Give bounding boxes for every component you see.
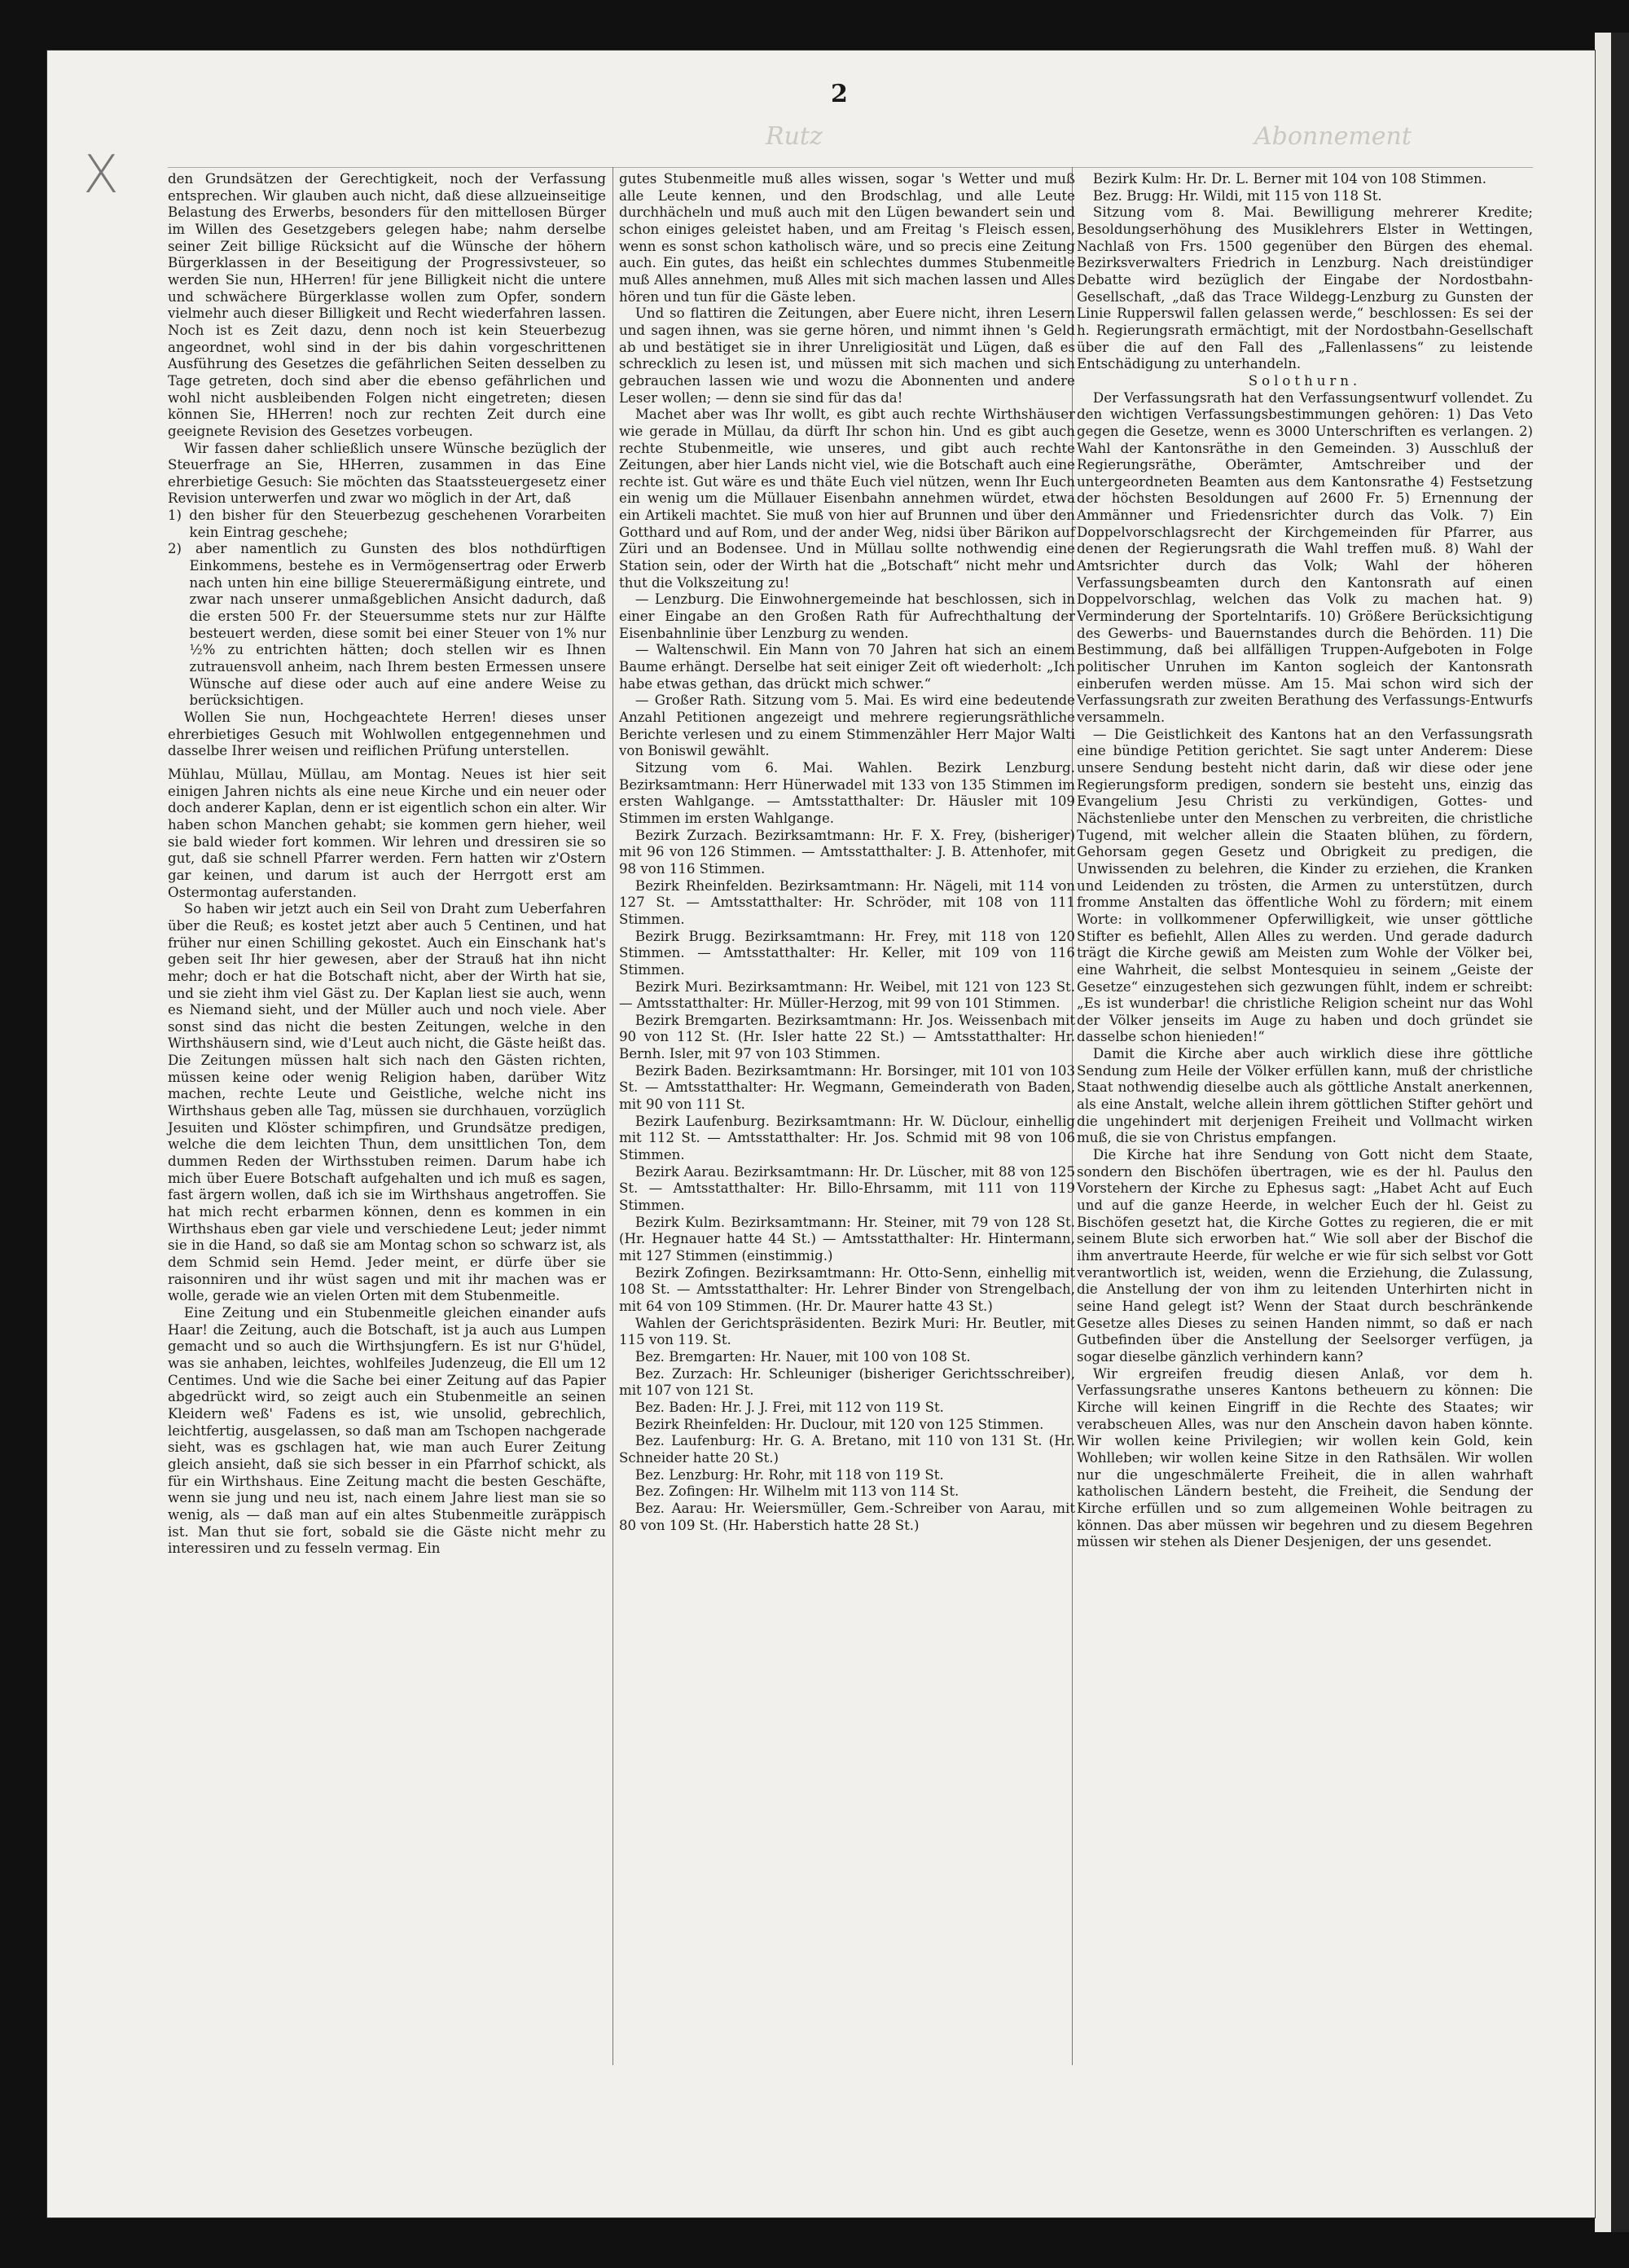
paragraph: Und so flattiren die Zeitungen, aber Euere nicht, ihren Lesern und sagen ihnen, was sie gerne hören, und nimmt ihnen 's Geld ab und bestätiget sie in ihrer Unreligiosität und Lügen, daß es schrecklich zu lesen ist, und müssen mit sich machen und sich gebrauchen lassen wie und wozu die Abonnenten und andere Leser wollen; — denn sie sind für das da! <box>619 305 1075 406</box>
election-result: Bezirk Kulm: Hr. Dr. L. Berner mit 104 von 108 Stimmen. <box>1092 171 1486 187</box>
election-result: Bez. Zofingen: Hr. Wilhelm mit 113 von 114 St. <box>634 1483 959 1500</box>
news-item: — Großer Rath. Sitzung vom 5. Mai. Es wird eine bedeutende Anzahl Petitionen angezeigt und mehrere regierungsräthliche Berichte verlesen und zu einem Stimmenzähler Herr Major Walti von Boniswil gewählt. <box>619 692 1075 759</box>
election-result: Bez. Aarau: Hr. Weiersmüller, Gem.-Schreiber von Aarau, mit 80 von 109 St. (Hr. Haberstich hatte 28 St.) <box>619 1500 1075 1533</box>
section-heading: Solothurn. <box>1248 372 1362 389</box>
election-result: Bez. Laufenburg: Hr. G. A. Bretano, mit 110 von 131 St. (Hr. Schneider hatte 20 St.) <box>619 1433 1075 1466</box>
paper-edge <box>1595 33 1611 2232</box>
paragraph: Wollen Sie nun, Hochgeachtete Herren! dieses unser ehrerbietiges Gesuch mit Wohlwollen entgegennehmen und dasselbe Ihrer weisen und reiflichen Prüfung unterstellen. <box>168 710 606 759</box>
election-result: Bez. Lenzburg: Hr. Rohr, mit 118 von 119 St. <box>634 1466 944 1483</box>
paragraph: Machet aber was Ihr wollt, es gibt auch rechte Wirthshäuser wie gerade in Müllau, da dürft Ihr schon hin. Und es gibt auch rechte Stubenmeitle, wie unseres, und gibt auch rechte Zeitungen, aber hier Lands nicht viel, wie die Botschaft auch eine rechte ist. Gut wäre es und thäte Euch viel nützen, wenn Ihr Euch ein wenig um die Müllauer Eisenbahn annehmen würdet, etwa ein Artikeli machtet. Sie muß von hier auf Brunnen und über den Gotthard und auf Rom, und der ander Weg, nidsi über Bärikon auf Züri und an Bodensee. Und in Müllau sollte nothwendig eine Station sein, oder der Wirth hat die „Botschaft“ nicht mehr und thut die Volkszeitung zu! <box>619 407 1075 591</box>
paragraph: Damit die Kirche aber auch wirklich diese ihre göttliche Sendung zum Heile der Völker erfüllen kann, muß der christliche Staat nothwendig dieselbe auch als göttliche Anstalt anerkennen, als eine Anstalt, welche allein ihrem göttlichen Stifter gehört und die ungehindert mit derjenigen Freiheit und Vollmacht wirken muß, die sie von Christus empfangen. <box>1077 1046 1533 1146</box>
election-result: Bezirk Rheinfelden: Hr. Duclour, mit 120 von 125 Stimmen. <box>634 1416 1044 1432</box>
election-result: Bezirk Brugg. Bezirksamtmann: Hr. Frey, mit 118 von 120 Stimmen. — Amtsstatthalter: Hr. Keller, mit 109 von 116 Stimmen. <box>619 928 1075 978</box>
paragraph: Der Verfassungsrath hat den Verfassungsentwurf vollendet. Zu den wichtigen Verfassungsbestimmungen gehören: 1) Das Veto gegen die Gesetze, wenn es 3000 Unterschriften es verlangen. 2) Wahl der Kantonsräthe in den Gemeinden. 3) Ausschluß der Regierungsräthe, Oberämter, Amtschreiber und der untergeordneten Beamten aus dem Kantonsrathe 4) Festsetzung der höchsten Besoldungen auf 2600 Fr. 5) Ernennung der Ammänner und Friedensrichter durch das Volk. 7) Ein Doppelvorschlagsrecht der Kirchgemeinden für Pfarrer, aus denen der Regierungsrath die Wahl treffen muß. 8) Wahl der Amtsrichter durch das Volk; Wahl der höheren Verfassungsbeamten durch den Kantonsrath auf einen Doppelvorschlag, welchen das Volk zu machen hat. 9) Verminderung der Sportelntarifs. 10) Größere Berücksichtigung des Gewerbs- und Bauernstandes durch die Behörden. 11) Die Bestimmung, daß bei allfälligen Truppen-Aufgeboten in Folge politischer Unruhen im Kanton sogleich der Kantonsrath einberufen werden müsse. Am 15. Mai schon wird sich der Verfassungsrath zur zweiten Berathung des Verfassungs-Entwurfs versammeln. <box>1077 389 1533 725</box>
paragraph: Wir fassen daher schließlich unsere Wünsche bezüglich der Steuerfrage an Sie, HHerren, zusammen in das Eine ehrerbietige Gesuch: Sie möchten das Staatssteuergesetz einer Revision unterwerfen und zwar wo möglich in der Art, daß <box>168 440 606 507</box>
election-result: Bezirk Rheinfelden. Bezirksamtmann: Hr. Nägeli, mit 114 von 127 St. — Amtsstatthalter: Hr. Schröder, mit 108 von 111 Stimmen. <box>619 877 1075 927</box>
news-item: — Waltenschwil. Ein Mann von 70 Jahren hat sich an einem Baume erhängt. Derselbe hat seit einiger Zeit oft wiederholt: „Ich habe etwas gethan, das drückt mich schwer.“ <box>619 642 1075 692</box>
election-result: Bez. Bremgarten: Hr. Nauer, mit 100 von 108 St. <box>634 1348 971 1365</box>
bleed-through-text: Rutz <box>766 122 823 151</box>
news-item: — Lenzburg. Die Einwohnergemeinde hat beschlossen, sich in einer Eingabe an den Großen Rath für Aufrechthaltung der Eisenbahnlinie über Lenzburg zu wenden. <box>619 591 1075 641</box>
handwritten-mark: X <box>83 145 119 205</box>
election-result: Bez. Zurzach: Hr. Schleuniger (bisheriger Gerichtsschreiber), mit 107 von 121 St. <box>619 1365 1075 1399</box>
election-result: Bez. Baden: Hr. J. J. Frei, mit 112 von 119 St. <box>634 1399 944 1415</box>
paragraph: Eine Zeitung und ein Stubenmeitle gleichen einander aufs Haar! die Zeitung, auch die Botschaft, ist ja auch aus Lumpen gemacht und so auch die Wirthsjungfern. Es ist nur G'hüdel, was sie anhaben, leichtes, wohlfeiles Judenzeug, die Ell um 12 Centimes. Und wie die Sache bei einer Zeitung auf das Papier abgedrückt wird, so zeigt auch ein Stubenmeitle an seinen Kleidern weß' Fadens es ist, wie unsolid, gebrechlich, leichtfertig, ausgelassen, so daß man am Tschopen nachgerade sieht, was es gschlagen hat, wie man auch Eurer Zeitung gleich ansieht, daß sie sich besser in ein Pfarrhof schickt, als für ein Wirthshaus. Eine Zeitung macht die besten Geschäfte, wenn sie jung und neu ist, nach einem Jahre liest man sie so wenig, als — daß man auf ein altes Stubenmeitle zuräppisch ist. Man thut sie fort, sobald sie die Gäste nicht mehr zu interessiren und zu fesseln vermag. Ein <box>168 1304 606 1557</box>
header-rule <box>168 167 1533 168</box>
election-result: Bezirk Zofingen. Bezirksamtmann: Hr. Otto-Senn, einhellig mit 108 St. — Amtsstatthalter: Hr. Lehrer Binder von Strengelbach, mit 64 von 109 Stimmen. (Hr. Dr. Maurer hatte 43 St.) <box>619 1264 1075 1314</box>
paragraph: Die Kirche hat ihre Sendung von Gott nicht dem Staate, sondern den Bischöfen übertragen, wie es der hl. Paulus den Vorstehern der Kirche zu Ephesus sagt: „Habet Acht auf Euch und auf die ganze Heerde, in welcher Euch der hl. Geist zu Bischöfen gesetzt hat, die Kirche Gottes zu regieren, die er mit seinem Blute sich erworben hat.“ Wie soll aber der Bischof die ihm anvertraute Heerde, für welche er wie für sich selbst vor Gott verantwortlich ist, weiden, wenn die Erziehung, die Zulassung, die Anstellung der von ihm zu leitenden Unterhirten nicht in seine Hand gelegt ist? Wenn der Staat durch beschränkende Gesetze alles Dieses zu seinen Handen nimmt, so daß er nach Gutbefinden über die Anstellung der Seelsorger verfügen, ja sogar dieselbe gänzlich verhindern kann? <box>1077 1147 1533 1365</box>
election-result: Wahlen der Gerichtspräsidenten. Bezirk Muri: Hr. Beutler, mit 115 von 119. St. <box>619 1315 1075 1348</box>
scan-border <box>1611 33 1629 2232</box>
text-column-3 <box>1077 171 1533 1551</box>
list-item: 2) aber namentlich zu Gunsten des blos nothdürftigen Einkommens, bestehe es in Vermögensertrag oder Erwerb nach unten hin eine billige Steuerermäßigung eintrete, und zwar nach unserer unmaßgeblichen Ansicht dadurch, daß die ersten 500 Fr. der Steuersumme stets nur zur Hälfte besteuert werden, diese somit bei einer Steuer von 1% nur ½% zu entrichten hätten; doch stellen wir es Ihnen zutrauensvoll anheim, nach Ihrem besten Ermessen unsere Wünsche auf diese oder auch auf eine andere Weise zu berücksichtigen. <box>168 541 606 709</box>
election-result: Bezirk Zurzach. Bezirksamtmann: Hr. F. X. Frey, (bisheriger) mit 96 von 126 Stimmen. — Amtsstatthalter: J. B. Attenhofer, mit 98 von 116 Stimmen. <box>619 827 1075 877</box>
election-result: Bezirk Muri. Bezirksamtmann: Hr. Weibel, mit 121 von 123 St. — Amtsstatthalter: Hr. Müller-Herzog, mit 99 von 101 Stimmen. <box>619 978 1075 1012</box>
paragraph: Wir ergreifen freudig diesen Anlaß, vor dem h. Verfassungsrathe unseres Kantons betheuern zu können: Die Kirche will keinen Eingriff in die Rechte des Staates; wir verabscheuen Alles, was nur den Anschein davon haben könnte. Wir wollen keine Privilegien; wir wollen kein Gold, kein Wohlleben; wir wollen keine Sitze in den Rathsälen. Wir wollen nur die ungeschmälerte Freiheit, die in allen wahrhaft katholischen Ländern besteht, die Freiheit, die Sendung der Kirche erfüllen und so zum allgemeinen Wohle beitragen zu können. Das aber müssen wir begehren und zu diesem Begehren müssen wir stehen als Diener Desjenigen, der uns gesendet. <box>1077 1365 1533 1550</box>
election-result: Bez. Brugg: Hr. Wildi, mit 115 von 118 St. <box>1092 187 1382 204</box>
news-item: Sitzung vom 8. Mai. Bewilligung mehrerer Kredite; Besoldungserhöhung des Musiklehrers Elster in Wettingen, Nachlaß von Frs. 1500 gegenüber den Bürgen des ehemal. Bezirksverwalters Friedrich in Lenzburg. Nach dreistündiger Debatte wird bezüglich der Eingabe der Nordostbahn-Gesellschaft, „daß das Trace Wildegg-Lenzburg zu Gunsten der Linie Rupperswil fallen gelassen werde,“ beschlossen: Es sei der h. Regierungsrath ermächtigt, mit der Nordostbahn-Gesellschaft über die auf den Fall des „Fallenlassens“ zu leistende Entschädigung zu unterhandeln. <box>1077 204 1533 372</box>
text-column-1 <box>168 171 606 1558</box>
paragraph: — Die Geistlichkeit des Kantons hat an den Verfassungsrath eine bündige Petition gerichtet. Sie sagt unter Anderem: Diese unsere Sendung besteht nicht darin, daß wir diese oder jene Regierungsform predigen, sondern sie besteht uns, einzig das Evangelium Jesu Christi zu verkündigen, Gottes- und Nächstenliebe unter den Menschen zu verbreiten, die christliche Tugend, mit welcher allein die Staaten blühen, zu fördern, Gehorsam gegen Gesetz und Obrigkeit zu predigen, die Unwissenden zu belehren, die Kinder zu erziehen, die Kranken und Leidenden zu trösten, die Armen zu unterstützen, durch fromme Anstalten das öffentliche Wohl zu fördern; mit einem Worte: in vollkommener Opferwilligkeit, wie unser göttliche Stifter es befiehlt, Allen Alles zu werden. Und gerade dadurch trägt die Kirche gewiß am Meisten zum Wohle der Völker bei, eine Wahrheit, die selbst Montesquieu in seinem „Geiste der Gesetze“ einzugestehen sich gezwungen fühlt, indem er schreibt: „Es ist wunderbar! die christliche Religion scheint nur das Wohl der Völker jenseits im Auge zu haben und doch gründet sie dasselbe schon hienieden!“ <box>1077 726 1533 1045</box>
paragraph: den Grundsätzen der Gerechtigkeit, noch der Verfassung entsprechen. Wir glauben auch nicht, daß diese allzueinseitige Belastung des Erwerbs, besonders für den mittellosen Bürger im Willen des Gesetzgebers gelegen habe; nahm derselbe seiner Zeit billige Rücksicht auf die Wünsche der höhern Bürgerklassen in der Beseitigung der Progressivsteuer, so werden Sie nun, HHerren! für jene Billigkeit nicht die untere und schwächere Bürgerklasse wollen zum Opfer, sondern vielmehr auch dieser Billigkeit und Recht wiederfahren lassen. Noch ist es Zeit dazu, denn noch ist kein Steuerbezug angeordnet, wohl sind in der bis dahin vorgeschrittenen Ausführung des Gesetzes die gefährlichen Seiten desselben zu Tage getreten, doch sind aber die ebenso gefährlichen und wohl nicht ausbleibenden Folgen nicht eingetreten; diesen können Sie, HHerren! noch zur rechten Zeit durch eine geeignete Revision des Gesetzes vorbeugen. <box>168 171 606 439</box>
page-number: 2 <box>831 80 848 108</box>
election-result: Bezirk Laufenburg. Bezirksamtmann: Hr. W. Düclour, einhellig mit 112 St. — Amtsstatthalter: Hr. Jos. Schmid mit 98 von 106 Stimmen. <box>619 1113 1075 1163</box>
text-column-2 <box>619 171 1075 1534</box>
election-result: Bezirk Aarau. Bezirksamtmann: Hr. Dr. Lüscher, mit 88 von 125 St. — Amtsstatthalter: Hr. Billo-Ehrsamm, mit 111 von 119 Stimmen. <box>619 1163 1075 1214</box>
news-item: Mühlau, Müllau, Müllau, am Montag. Neues ist hier seit einigen Jahren nichts als eine neue Kirche und ein neuer oder doch anderer Kaplan, denn er ist eigentlich schon ein alter. Wir haben schon Manchen gehabt; sie kommen gern hieher, weil sie bald wieder fort kommen. Wir lehren und dressiren sie so gut, daß sie schnell Pfarrer werden. Fern hatten wir z'Ostern gar keinen, und darum ist auch der Herrgott erst am Ostermontag auferstanden. <box>168 766 606 900</box>
election-result: Bezirk Baden. Bezirksamtmann: Hr. Borsinger, mit 101 von 103 St. — Amtsstatthalter: Hr. Wegmann, Gemeinderath von Baden, mit 90 von 111 St. <box>619 1062 1075 1113</box>
paragraph: gutes Stubenmeitle muß alles wissen, sogar 's Wetter und muß alle Leute kennen, und den Brodschlag, und alle Leute durchhächeln und muß auch mit den Lügen bewandert sein und schon einiges geleistet haben, und am Freitag 's Fleisch essen, wenn es sonst schon katholisch wäre, und so precis eine Zeitung auch. Ein gutes, das heißt ein schlechtes dummes Stubenmeitle muß Alles annehmen, muß Alles mit sich machen lassen und Alles hören und tun für die Gäste leben. <box>619 171 1075 305</box>
list-item: 1) den bisher für den Steuerbezug geschehenen Vorarbeiten kein Eintrag geschehe; <box>168 508 606 540</box>
election-result: Bezirk Kulm. Bezirksamtmann: Hr. Steiner, mit 79 von 128 St. (Hr. Hegnauer hatte 44 St.) — Amtsstatthalter: Hr. Hintermann, mit 127 Stimmen (einstimmig.) <box>619 1214 1075 1264</box>
election-result: Sitzung vom 6. Mai. Wahlen. Bezirk Lenzburg. Bezirksamtmann: Herr Hünerwadel mit 133 von 135 Stimmen im ersten Wahlgange. — Amtsstatthalter: Dr. Häusler mit 109 Stimmen im ersten Wahlgange. <box>619 759 1075 826</box>
bleed-through-text: Abonnement <box>1254 122 1412 151</box>
election-result: Bezirk Bremgarten. Bezirksamtmann: Hr. Jos. Weissenbach mit 90 von 112 St. (Hr. Isler hatte 22 St.) — Amtsstatthalter: Hr. Bernh. Isler, mit 97 von 103 Stimmen. <box>619 1012 1075 1062</box>
paragraph: So haben wir jetzt auch ein Seil von Draht zum Ueberfahren über die Reuß; es kostet jetzt aber auch 5 Centinen, und hat früher nur einen Schilling gekostet. Auch ein Einschank hat's geben seit Ihr hier gewesen, aber der Strauß hat ihn nicht mehr; doch er hat die Botschaft nicht, aber der Wirth hat sie, und sie zieht ihm viel Gäst zu. Der Kaplan liest sie auch, wenn es Niemand sieht, und der Müller auch und noch viele. Aber sonst sind das nicht die besten Zeitungen, welche in den Wirthshäusern sind, wie d'Leut auch nicht, die Gäste heißt das. Die Zeitungen müssen halt sich nach den Gästen richten, müssen keine oder wenig Religion haben, darüber Witz machen, rechte Leute und Geistliche, welche nicht ins Wirthshaus geben alle Tag, müssen sie durchhauen, vorzüglich Jesuiten und Klöster schimpfiren, und Grundsätze predigen, welche die dem leichten Thun, dem unsittlichen Ton, dem dummen Reden der Wirthsstuben reimen. Darum habe ich mich über Euere Botschaft aufgehalten und ich muß es sagen, fast ärgern wollen, daß ich sie im Wirthshaus angetroffen. Sie hat mich recht erbarmen können, denn es kommen in ein Wirthshaus eben gar viele und verschiedene Leut; jeder nimmt sie in die Hand, so daß sie am Montag schon so schwarz ist, als dem Schmid sein Hemd. Jeder meint, er dürfe über sie raisonniren und ihr wüst sagen und mit ihr machen was er wolle, gerade wie an vielen Orten mit dem Stubenmeitle. <box>168 901 606 1304</box>
